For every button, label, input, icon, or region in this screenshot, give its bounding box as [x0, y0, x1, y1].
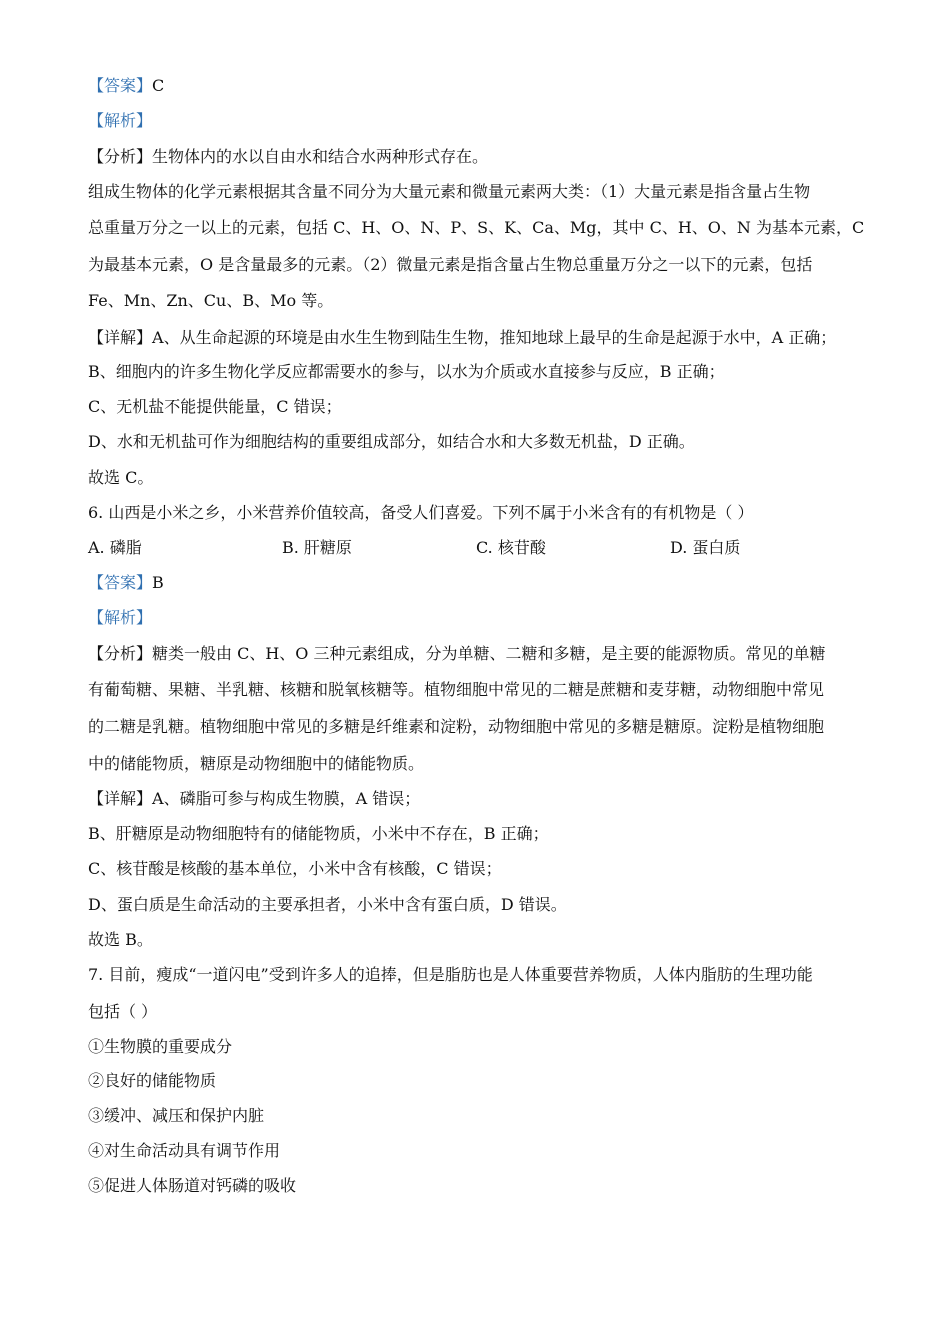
q7-stem-line-1: 7. 目前，瘦成“一道闪电”受到许多人的追捧，但是脂肪也是人体重要营养物质，人体内脂肪的生理功能 [88, 965, 813, 984]
q5-detail-a [88, 327, 836, 349]
q6-detail-c: C、核苷酸是核酸的基本单位，小米中含有核酸，C 错误； [88, 859, 502, 878]
q7-item-3: ③缓冲、减压和保护内脏 [88, 1106, 265, 1125]
q6-detail-d: D、蛋白质是生命活动的主要承担者，小米中含有蛋白质，D 错误。 [88, 895, 567, 914]
q7-item-1: ①生物膜的重要成分 [88, 1037, 233, 1056]
q5-fenxi-text-1: 生物体内的水以自由水和结合水两种形式存在。 [152, 147, 489, 166]
q6-detail-a-text: A、磷脂可参与构成生物膜，A 错误； [152, 789, 421, 808]
q5-detail-a-text: A、从生命起源的环境是由水生生物到陆生生物，推知地球上最早的生命是起源于水中，A 正确； [152, 328, 837, 347]
q5-fenxi-line-2: 组成生物体的化学元素根据其含量不同分为大量元素和微量元素两大类：（1）大量元素是指含量占生物 [88, 182, 811, 201]
q5-detail-d: D、水和无机盐可作为细胞结构的重要组成部分，如结合水和大多数无机盐，D 正确。 [88, 432, 695, 451]
q6-conclusion: 故选 B。 [88, 930, 153, 949]
fenxi-tag: 【分析】 [88, 147, 153, 166]
fenxi-tag: 【分析】 [88, 644, 153, 663]
q6-answer: B [152, 573, 164, 592]
q5-conclusion: 故选 C。 [88, 468, 154, 487]
answer-tag: 【答案】 [88, 76, 153, 95]
q5-fenxi-line-3: 总重量万分之一以上的元素，包括 C、H、O、N、P、S、K、Ca、Mg，其中 C、H、O、N 为基本元素，C [88, 218, 865, 237]
q6-fenxi-line-3: 的二糖是乳糖。植物细胞中常见的多糖是纤维素和淀粉，动物细胞中常见的多糖是糖原。淀粉是植物细胞 [88, 717, 825, 736]
q6-option-d: D. 蛋白质 [670, 538, 741, 557]
q6-stem: 6. 山西是小米之乡，小米营养价值较高，备受人们喜爱。下列不属于小米含有的有机物是（ ） [88, 503, 754, 522]
q5-answer: C [152, 76, 165, 95]
q6-fenxi-line-4: 中的储能物质，糖原是动物细胞中的储能物质。 [88, 754, 425, 773]
q5-answer-line [88, 75, 164, 97]
q7-stem-line-2: 包括（ ） [88, 1002, 158, 1021]
q7-item-5: ⑤促进人体肠道对钙磷的吸收 [88, 1176, 297, 1195]
q6-fenxi-line-2: 有葡萄糖、果糖、半乳糖、核糖和脱氧核糖等。植物细胞中常见的二糖是蔗糖和麦芽糖，动物细胞中常见 [88, 680, 825, 699]
q6-fenxi-text-1: 糖类一般由 C、H、O 三种元素组成，分为单糖、二糖和多糖，是主要的能源物质。常见的单糖 [152, 644, 826, 663]
q5-detail-b: B、细胞内的许多生物化学反应都需要水的参与，以水为介质或水直接参与反应，B 正确； [88, 362, 725, 381]
q5-fenxi-line-1 [88, 146, 488, 168]
q6-answer-line [88, 572, 164, 594]
q6-option-c: C. 核苷酸 [476, 538, 546, 557]
q6-fenxi-line-1 [88, 643, 826, 665]
q5-fenxi-line-4: 为最基本元素，O 是含量最多的元素。（2）微量元素是指含量占生物总重量万分之一以下的元素，包括 [88, 255, 813, 274]
q6-option-b: B. 肝糖原 [282, 538, 352, 557]
detail-tag: 【详解】 [88, 789, 153, 808]
q7-item-4: ④对生命活动具有调节作用 [88, 1141, 281, 1160]
q5-fenxi-line-5: Fe、Mn、Zn、Cu、B、Mo 等。 [88, 291, 334, 310]
q5-analysis-tag: 【解析】 [88, 111, 153, 130]
q7-item-2: ②良好的储能物质 [88, 1071, 217, 1090]
q6-detail-b: B、肝糖原是动物细胞特有的储能物质，小米中不存在，B 正确； [88, 824, 549, 843]
q6-detail-a [88, 788, 420, 810]
q5-detail-c: C、无机盐不能提供能量，C 错误； [88, 397, 342, 416]
q6-analysis-tag: 【解析】 [88, 608, 153, 627]
answer-tag: 【答案】 [88, 573, 153, 592]
detail-tag: 【详解】 [88, 328, 153, 347]
q6-option-a: A. 磷脂 [88, 538, 142, 557]
